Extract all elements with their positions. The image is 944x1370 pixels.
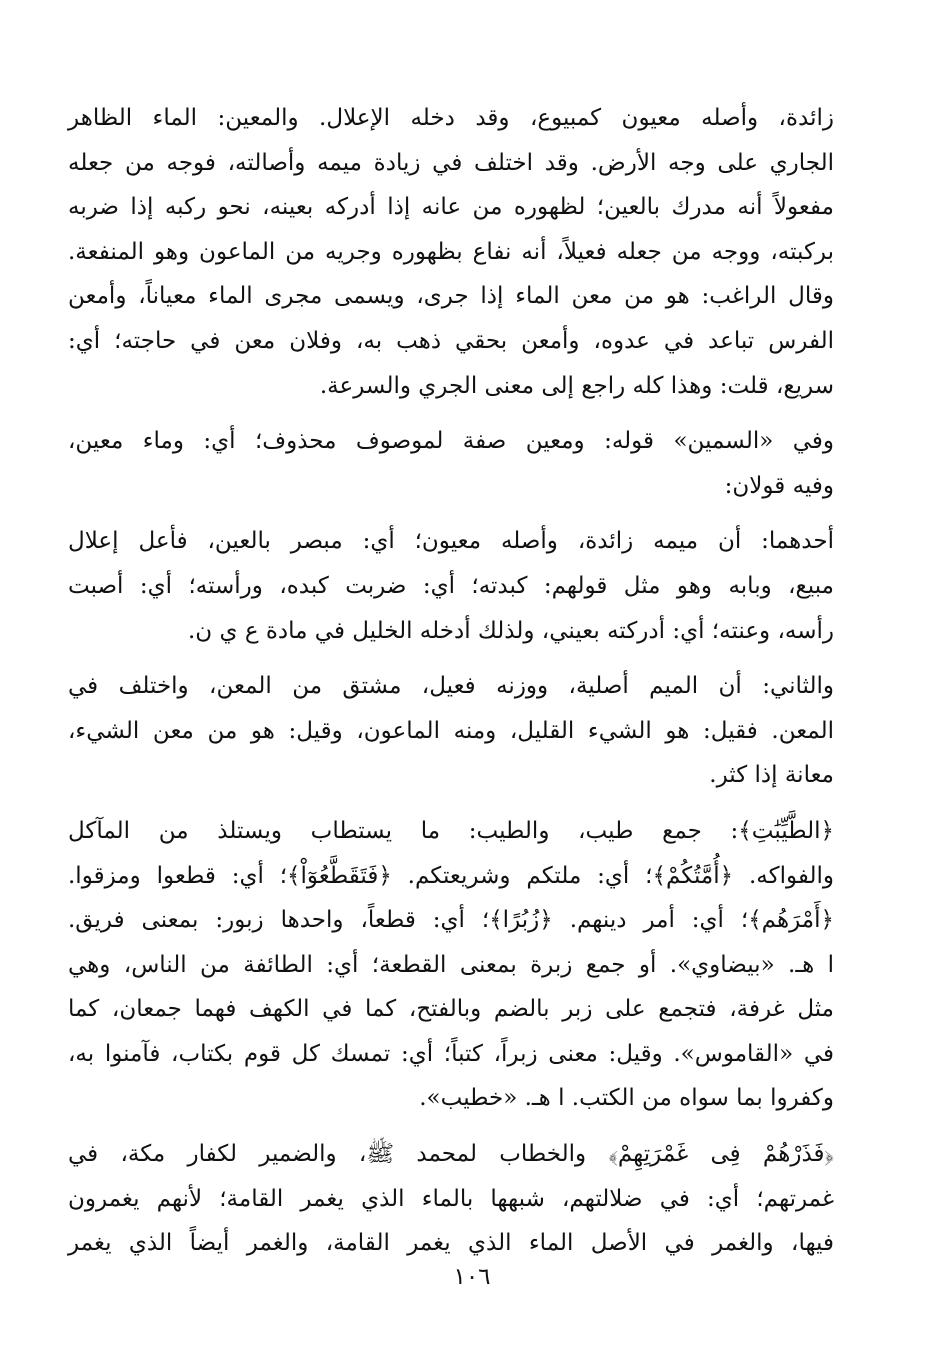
text-line: ﴿أَمْرَهُم﴾؛ أي: أمر دينهم. ﴿زُبُرًا﴾؛ أي: قطعاً، واحدها زبور: بمعنى فريق. (68, 907, 834, 934)
text-line: فيها، والغمر في الأصل الماء الذي يغمر القامة، والغمر أيضاً الذي يغمر (68, 1230, 834, 1257)
paragraph-3 (68, 519, 834, 653)
paragraph-5 (68, 809, 834, 1121)
text-line: بركبته، ووجه من جعله فعيلاً، أنه نفاع بظهوره وجريه من الماعون وهو المنفعة. (68, 238, 834, 265)
text-line: الفرس تباعد في عدوه، وأمعن بحقي ذهب به، وفلان معن في حاجته؛ أي: (68, 327, 834, 354)
text-line: ﴿فَذَرْهُمْ فِى غَمْرَتِهِمْ﴾ والخطاب لمحمد ﷺ، والضمير لكفار مكة، في (68, 1141, 834, 1168)
text-line: ﴿الطَّيِّبَٰتِ﴾: جمع طيب، والطيب: ما يستطاب ويستلذ من المآكل (68, 817, 834, 844)
paragraph-2 (68, 419, 834, 508)
text-line: المعن. فقيل: هو الشيء القليل، ومنه الماعون، وقيل: هو من معن الشيء، (68, 717, 834, 744)
text-line: أحدهما: أن ميمه زائدة، وأصله معيون؛ أي: مبصر بالعين، فأعل إعلال (68, 528, 834, 555)
text-line: ا هـ. «بيضاوي». أو جمع زبرة بمعنى القطعة؛ أي: الطائفة من الناس، وهي (68, 951, 834, 978)
text-line: وفيه قولان: (724, 472, 834, 499)
text-line: غمرتهم؛ أي: في ضلالتهم، شبهها بالماء الذي يغمر القامة؛ لأنهم يغمرون (68, 1185, 834, 1212)
text-line: وقال الراغب: هو من معن الماء إذا جرى، ويسمى مجرى الماء معياناً، وأمعن (68, 283, 834, 310)
text-line: وكفروا بما سواه من الكتب. ا هـ. «خطيب». (419, 1085, 834, 1112)
text-line: والثاني: أن الميم أصلية، ووزنه فعيل، مشتق من المعن، واختلف في (68, 673, 835, 700)
page-number: ١٠٦ (453, 1264, 491, 1290)
text-line: في «القاموس». وقيل: معنى زبراً، كتباً؛ أي: تمسك كل قوم بكتاب، فآمنوا به، (68, 1040, 834, 1067)
paragraph-4 (68, 664, 834, 798)
text-line: معانة إذا كثر. (709, 762, 834, 789)
paragraph-6 (68, 1132, 834, 1266)
text-line: الجاري على وجه الأرض. وقد اختلف في زيادة ميمه وأصالته، فوجه من جعله (68, 149, 834, 176)
text-line: مفعولاً أنه مدرك بالعين؛ لظهوره من عانه إذا أدركه بعينه، نحو ركبه إذا ضربه (68, 194, 834, 221)
text-line: رأسه، وعنته؛ أي: أدركته بعيني، ولذلك أدخله الخليل في مادة ع ي ن. (188, 617, 834, 644)
page-body (68, 96, 834, 1276)
text-line: مبيع، وبابه وهو مثل قولهم: كبدته؛ أي: ضربت كبده، ورأسته؛ أي: أصبت (68, 572, 834, 599)
text-line: والفواكه. ﴿أُمَّتُكُمْ﴾؛ أي: ملتكم وشريعتكم. ﴿فَتَقَطَّعُوٓاْ﴾؛ أي: قطعوا ومزقوا. (68, 862, 834, 889)
paragraph-1 (68, 96, 834, 408)
text-line: زائدة، وأصله معيون كمبيوع، وقد دخله الإعلال. والمعين: الماء الظاهر (68, 105, 834, 131)
text-line: وفي «السمين» قوله: ومعين صفة لموصوف محذوف؛ أي: وماء معين، (68, 428, 834, 455)
text-line: سريع، قلت: وهذا كله راجع إلى معنى الجري والسرعة. (319, 372, 834, 399)
text-line: مثل غرفة، فتجمع على زبر بالضم وبالفتح، كما في الكهف فهما جمعان، كما (68, 996, 834, 1023)
